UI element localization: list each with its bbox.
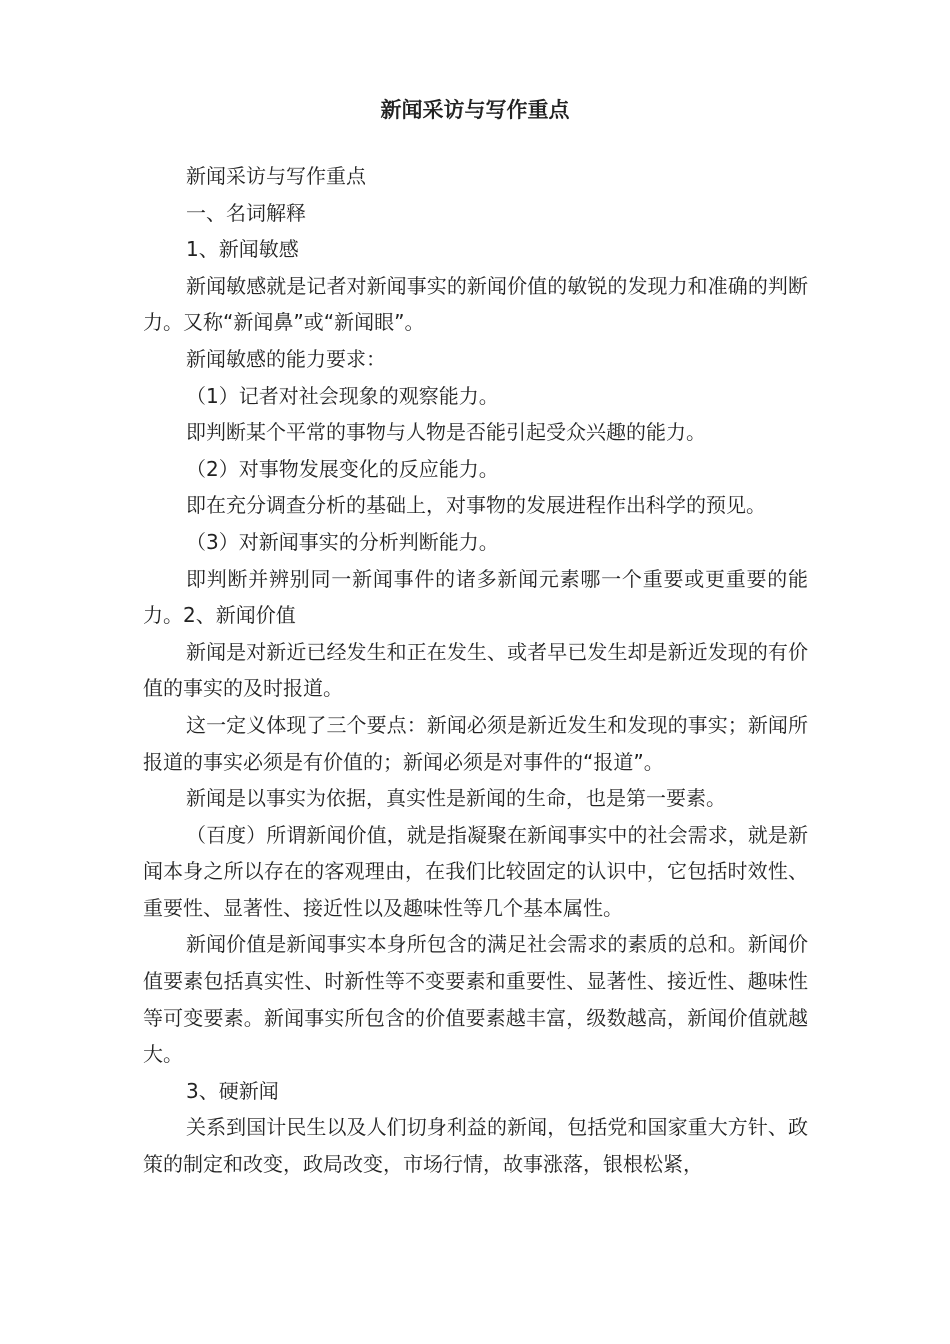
- section-heading: 一、名词解释: [186, 200, 306, 225]
- term-heading: 3、硬新闻: [186, 1078, 279, 1103]
- document-body: [143, 158, 808, 1183]
- list-item: （1）记者对社会现象的观察能力。: [186, 383, 499, 408]
- paragraph: 即判断并辨别同一新闻事件的诸多新闻元素哪一个重要或更重要的能力。2、新闻价值: [143, 566, 808, 628]
- paragraph: 这一定义体现了三个要点：新闻必须是新近发生和发现的事实；新闻所报道的事实必须是有价值的；新闻必须是对事件的“报道”。: [143, 712, 808, 774]
- paragraph: 即判断某个平常的事物与人物是否能引起受众兴趣的能力。: [186, 420, 706, 445]
- paragraph: 关系到国计民生以及人们切身利益的新闻，包括党和国家重大方针、政策的制定和改变，政局改变，市场行情，故事涨落，银根松紧，: [143, 1115, 808, 1177]
- paragraph: 新闻是以事实为依据，真实性是新闻的生命，也是第一要素。: [186, 786, 726, 811]
- paragraph: （百度）所谓新闻价值，就是指凝聚在新闻事实中的社会需求，就是新闻本身之所以存在的客观理由，在我们比较固定的认识中，它包括时效性、重要性、显著性、接近性以及趣味性等几个基本属性。: [143, 822, 808, 920]
- document-title: 新闻采访与写作重点: [380, 98, 570, 122]
- paragraph: 新闻价值是新闻事实本身所包含的满足社会需求的素质的总和。新闻价值要素包括真实性、时新性等不变要素和重要性、显著性、接近性、趣味性等可变要素。新闻事实所包含的价值要素越丰富，级数越高，新闻价值就越大。: [143, 932, 808, 1067]
- paragraph: 新闻是对新近已经发生和正在发生、或者早已发生却是新近发现的有价值的事实的及时报道。: [143, 639, 808, 701]
- list-item: （3）对新闻事实的分析判断能力。: [186, 529, 499, 554]
- paragraph: 新闻敏感的能力要求：: [186, 346, 386, 371]
- list-item: （2）对事物发展变化的反应能力。: [186, 456, 499, 481]
- term-heading: 1、新闻敏感: [186, 237, 299, 262]
- paragraph: 新闻采访与写作重点: [186, 164, 366, 188]
- paragraph: 即在充分调查分析的基础上，对事物的发展进程作出科学的预见。: [186, 493, 766, 518]
- paragraph: 新闻敏感就是记者对新闻事实的新闻价值的敏锐的发现力和准确的判断力。又称“新闻鼻”或“新闻眼”。: [143, 273, 808, 335]
